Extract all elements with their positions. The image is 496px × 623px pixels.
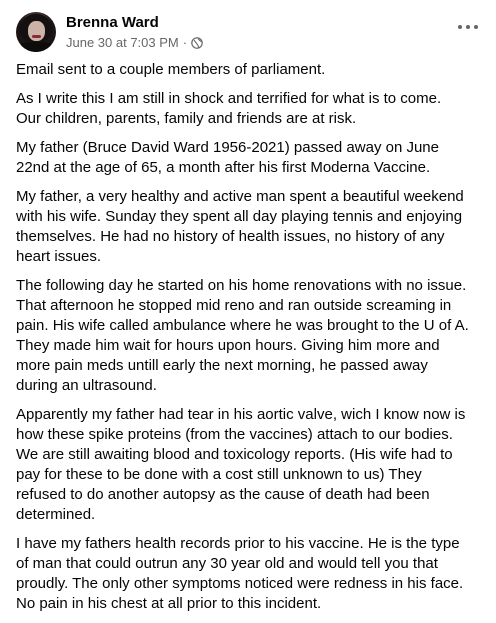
avatar-lips xyxy=(32,35,41,38)
post-text-line: My father, a very healthy and active man spent a beautiful weekend xyxy=(16,188,464,205)
post-paragraph xyxy=(16,534,488,614)
post-meta xyxy=(66,35,203,50)
post-text-line: My father (Bruce David Ward 1956-2021) passed away on June xyxy=(16,139,439,156)
meta-separator: · xyxy=(182,35,188,50)
post-text-line: themselves. He had no history of health issues, no history of any xyxy=(16,228,445,245)
post-text-line: refused to do another autopsy as the cause of death had been xyxy=(16,486,430,503)
post-paragraph xyxy=(16,276,488,396)
post-text-line: of man that could outrun any 30 year old and would tell you that xyxy=(16,555,438,572)
more-dot xyxy=(466,25,470,29)
post-text-line: with his wife. Sunday they spent all day playing tennis and enjoying xyxy=(16,208,463,225)
more-dot xyxy=(458,25,462,29)
avatar-face xyxy=(28,21,45,41)
post-text-line: during an ultrasound. xyxy=(16,377,157,394)
post-text-line: more pain meds untill early the next morning, he passed away xyxy=(16,357,428,374)
post-header xyxy=(16,12,480,54)
post-text-line: Our children, parents, family and friends are at risk. xyxy=(16,110,357,127)
post-text-line: That afternoon he stopped mid reno and ran outside screaming in xyxy=(16,297,452,314)
post-text-line: Apparently my father had tear in his aortic valve, wich I know now is xyxy=(16,406,466,423)
post-text-line: As I write this I am still in shock and terrified for what is to come. xyxy=(16,90,442,107)
post-text-line: proudly. The only other symptoms noticed were redness in his face. xyxy=(16,575,464,592)
post-paragraph xyxy=(16,138,488,178)
more-horizontal-icon[interactable] xyxy=(458,22,478,32)
post-text-line: No pain in his chest at all prior to this incident. xyxy=(16,595,322,612)
post-paragraph xyxy=(16,187,488,267)
post-paragraph xyxy=(16,405,488,525)
post-text-line: pain. His wife called ambulance where he was brought to the U of A. xyxy=(16,317,469,334)
post-text-line: determined. xyxy=(16,506,96,523)
post-timestamp[interactable]: June 30 at 7:03 PM xyxy=(66,35,179,50)
more-dot xyxy=(474,25,478,29)
author-avatar[interactable] xyxy=(16,12,56,52)
post-text-line: Email sent to a couple members of parliament. xyxy=(16,61,326,78)
author-name[interactable]: Brenna Ward xyxy=(66,14,159,31)
avatar-body xyxy=(18,42,54,52)
globe-icon[interactable] xyxy=(191,37,203,49)
post-text-line: heart issues. xyxy=(16,248,102,265)
post-text-line: The following day he started on his home renovations with no issue. xyxy=(16,277,467,294)
post-paragraph xyxy=(16,60,488,80)
post-text-line: how these spike proteins (from the vaccines) attach to our bodies. xyxy=(16,426,453,443)
post-paragraph xyxy=(16,89,488,129)
post-text-line: I have my fathers health records prior to his vaccine. He is the type xyxy=(16,535,460,552)
post-text-line: They made him wait for hours upon hours. Giving him more and xyxy=(16,337,440,354)
post-text-line: 22nd at the age of 65, a month after his first Moderna Vaccine. xyxy=(16,159,431,176)
post-text-line: We are still awaiting blood and toxicology reports. (His wife had to xyxy=(16,446,453,463)
post-text-line: pay for these to be done with a cost still unknown to us) They xyxy=(16,466,422,483)
post-body xyxy=(16,60,488,623)
